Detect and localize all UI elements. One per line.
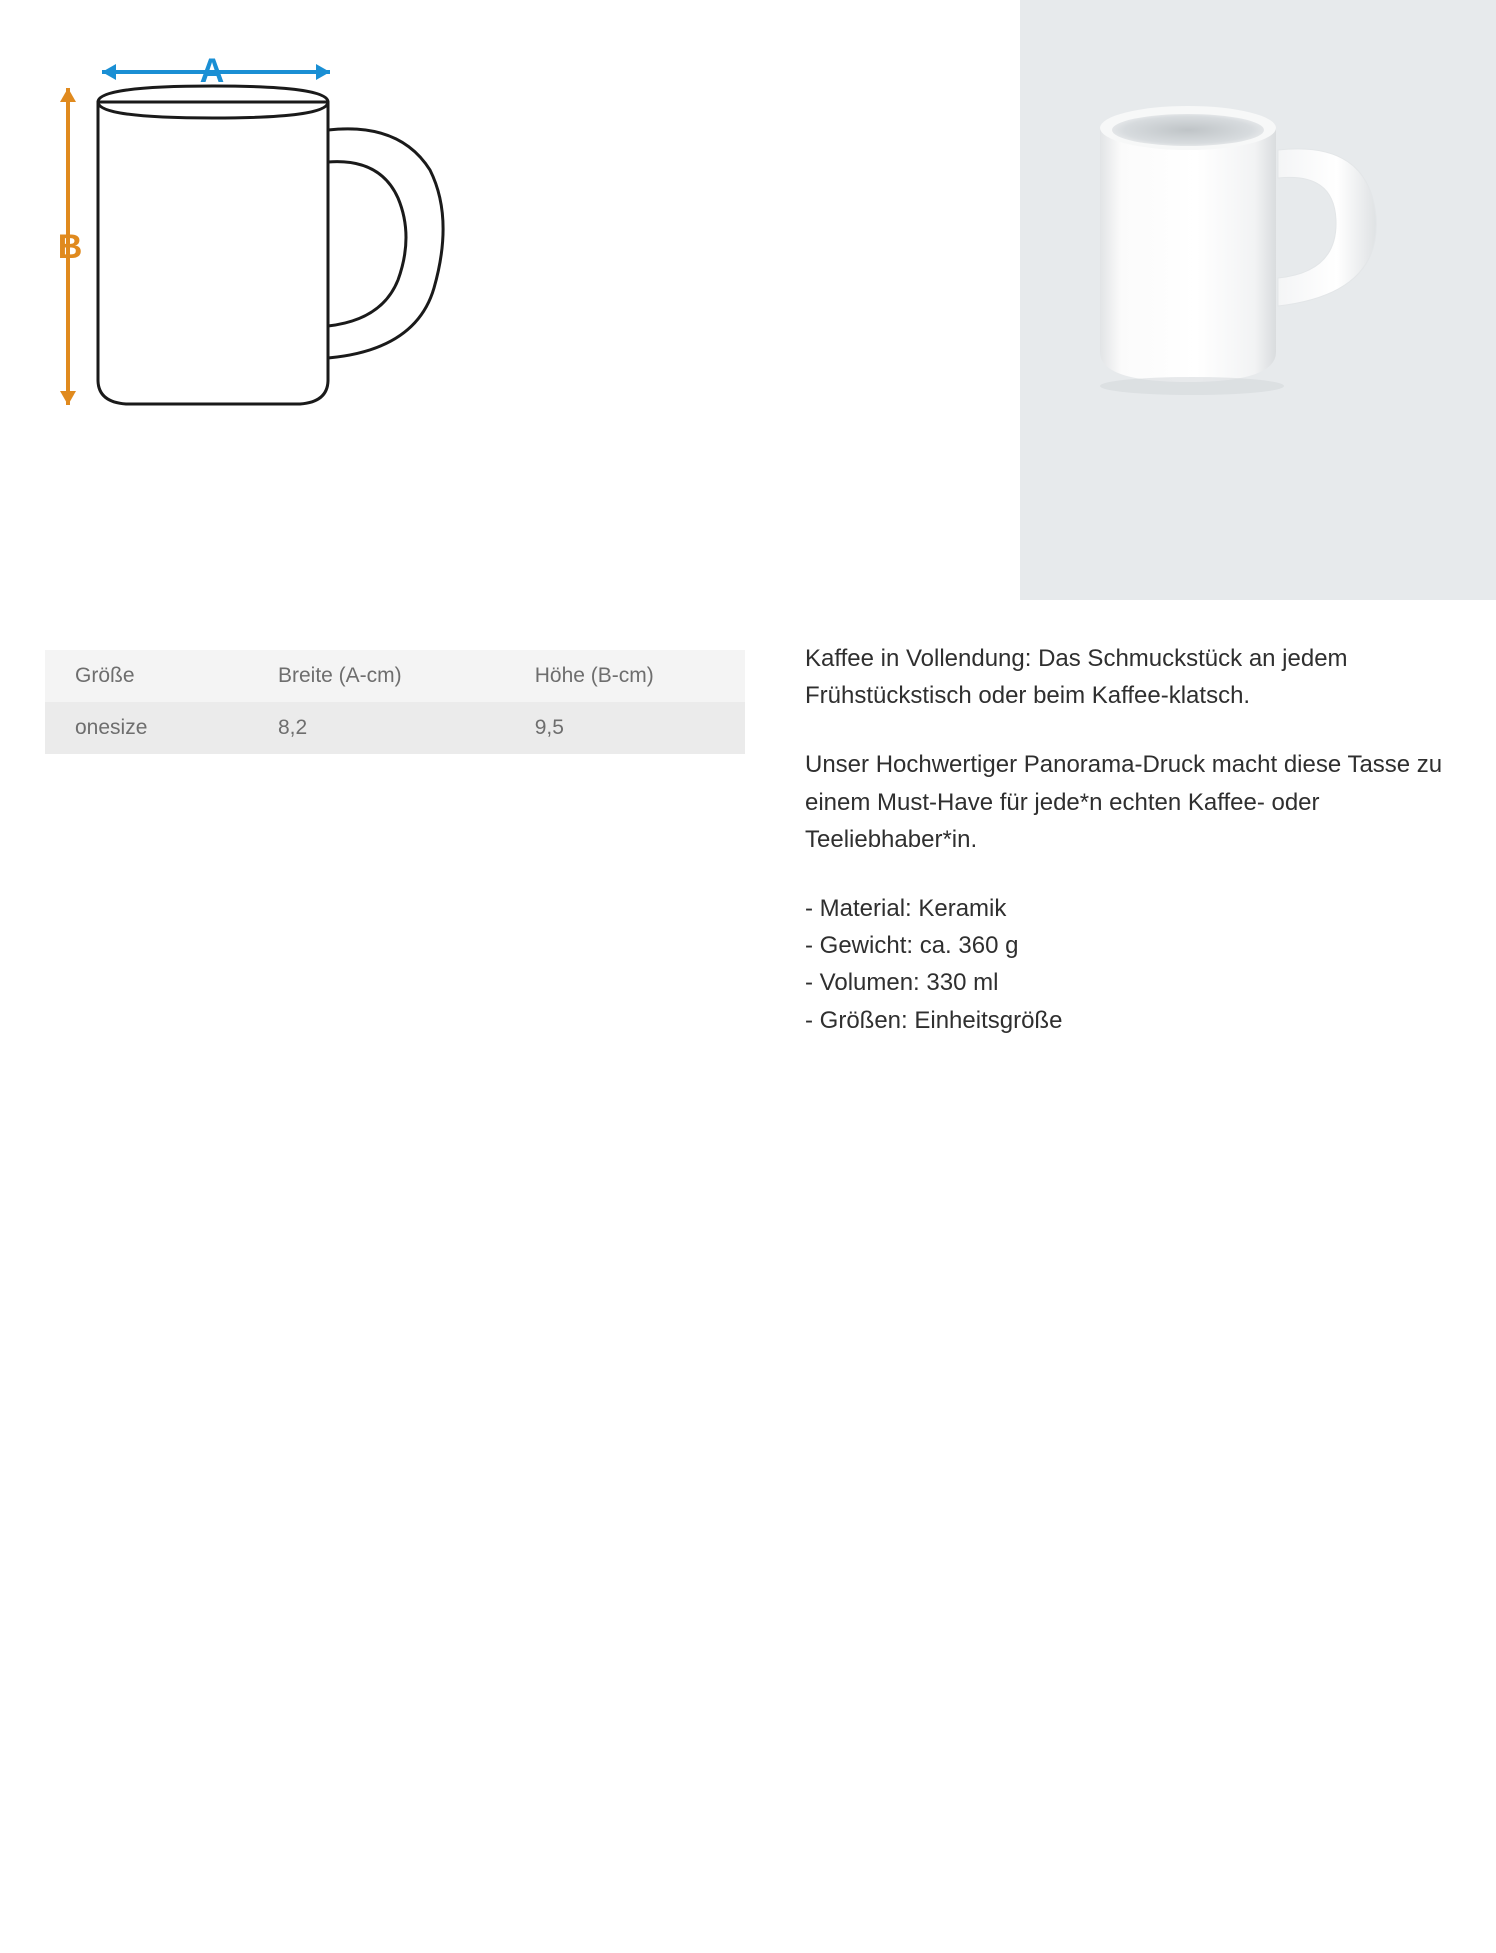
cell-height: 9,5 xyxy=(534,716,564,739)
description-paragraph-2: Unser Hochwertiger Panorama-Druck macht diese Tasse zu einem Must-Have für jede*n echten Kaffee- oder Teeliebhaber*in. xyxy=(805,751,1443,853)
height-label: B xyxy=(57,228,83,266)
spec-material: - Material: Keramik xyxy=(805,894,1007,922)
header-height: Höhe (B-cm) xyxy=(534,664,654,687)
header-size: Größe xyxy=(75,664,135,687)
cell-width: 8,2 xyxy=(277,716,308,739)
mug-dimension-diagram xyxy=(40,30,560,450)
product-images-area xyxy=(0,0,1496,600)
mug-handle xyxy=(1278,149,1376,306)
spec-weight: - Gewicht: ca. 360 g xyxy=(805,932,1019,960)
table-header-row xyxy=(45,650,745,702)
mug-outline xyxy=(98,86,443,404)
product-specs-list xyxy=(805,890,1465,1039)
mug-body xyxy=(1100,128,1276,382)
description-paragraph-1: Kaffee in Vollendung: Das Schmuckstück an jedem Frühstückstisch oder beim Kaffee-klatsch. xyxy=(805,645,1348,710)
spec-sizes: - Größen: Einheitsgröße xyxy=(805,1006,1063,1034)
table-row xyxy=(45,702,745,754)
size-table-body xyxy=(45,702,745,754)
width-label: A xyxy=(199,52,225,90)
cell-size: onesize xyxy=(75,716,148,739)
mug-rim-inner xyxy=(1112,114,1264,146)
header-width: Breite (A-cm) xyxy=(277,664,402,687)
size-table xyxy=(45,650,745,754)
product-description xyxy=(805,640,1465,1039)
spec-volume: - Volumen: 330 ml xyxy=(805,969,999,997)
size-table-head xyxy=(45,650,745,702)
mug-product-photo xyxy=(1020,0,1496,600)
mug-shadow xyxy=(1100,377,1284,395)
